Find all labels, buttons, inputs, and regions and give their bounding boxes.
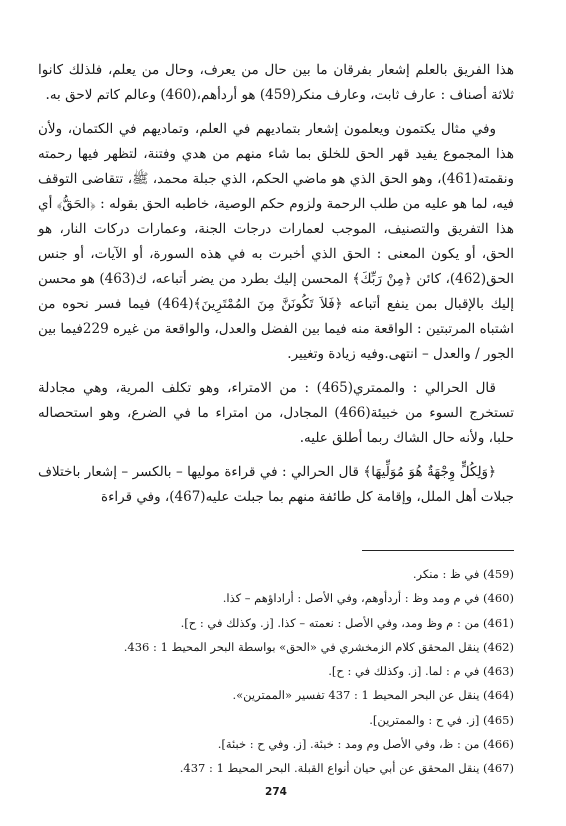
footnote-462: (462) ينقل المحقق كلام الزمخشري في «الحق» بواسطة البحر المحيط 1 : 436. bbox=[123, 639, 514, 654]
paragraph-2: وفي مثال يكتمون ويعلمون إشعار بتماديهم في العلم، وتماديهم في الكتمان، ولأن هذا المجموع يفيد قهر الحق للخلق بما شاء منهم من هدي وفتنة، لتظهر فيها رحمته ونقمته(461)، وهو الحق الذي هو ماضي الحكم، الذي جبلة محمد، ﷺ، تتقاضى التوقف فيه، لما هو عليه من طلب الرحمة ولزوم حكم الوصية، خاطبه الحق بقوله : ﴿الحَقُّ﴾ أي هذا التفريق والتصنيف، الموجب لعمارات درجات الجنة، وعمارات دركات النار، هو الحق، أو يكون المعنى : الحق الذي أخبرت به في هذه السورة، أو الآيات، أو جنس الحق(462)، كائن ﴿مِنْ رَبِّكَ﴾ المحسن إليك بطرد من يضر أتباعه، ك(463) هو محسن إليك بالإقبال بمن ينفع أتباعه ﴿فَلاَ تَكُونَنَّ مِنَ المُمْتَرِينَ﴾(464) فيما فسر نحوه من اشتباه المرتبتين : الواقعة منه فيما بين الفضل والعدل، والواقعة من غيره 229فيما بين الجور / والعدل – انتهى.وفيه زيادة وتغيير. bbox=[38, 121, 514, 362]
footnote-466: (466) من : ظ، وفي الأصل وم ومد : خبئة. [ز. وفي ح : خبئة]. bbox=[217, 737, 514, 752]
paragraph-1: هذا الفريق بالعلم إشعار بفرقان ما بين حال من يعرف، وحال من يعلم، فلذلك كانوا ثلاثة أصناف : عارف ثابت، وعارف منكر(459) هو أردأهم،(460) وعالم كاتم لاحق به. bbox=[38, 62, 514, 103]
footnote-460: (460) في م ومد وظ : أردأوهم، وفي الأصل : أراداؤهم – كذا. bbox=[222, 591, 514, 606]
footnote-465: (465) [ز. في ح : والممترين]. bbox=[369, 712, 514, 727]
footnote-459: (459) في ظ : منكر. bbox=[412, 567, 514, 581]
main-text bbox=[38, 58, 514, 510]
page-number: 274 bbox=[265, 786, 287, 798]
footnote-461: (461) من : م وظ ومد، وفي الأصل : نعمته – كذا. [ز. وكذلك في : ح]. bbox=[180, 615, 514, 630]
footnote-463: (463) في م : لما. [ز. وكذلك في : ح]. bbox=[328, 664, 514, 679]
document-page bbox=[38, 58, 514, 798]
footnote-divider bbox=[362, 550, 514, 551]
paragraph-4: ﴿وَلِكُلٍّ وِجْهَةٌ هُوَ مُوَلِّيهَا﴾ قال الحرالي : في قراءة موليها – بالكسر – إشعار باختلاف جبلات أهل الملل، وإقامة كل طائفة منهم بما جبلت عليه(467)، وفي قراءة bbox=[38, 464, 514, 505]
footnotes bbox=[38, 562, 514, 781]
footnote-467: (467) ينقل المحقق عن أبي حيان أنواع القبلة. البحر المحيط 1 : 437. bbox=[179, 761, 514, 776]
footnote-464: (464) ينقل عن البحر المحيط 1 : 437 تفسير «الممترين». bbox=[232, 688, 514, 703]
paragraph-3: قال الحرالي : والممتري(465) : من الامتراء، وهو تكلف المرية، وهي مجادلة تستخرج السوء من خبيئة(466) المجادل، من امتراء ما في الضرع، وهو استحصاله حلبا، ولأنه حال الشاك ربما أطلق عليه. bbox=[38, 380, 515, 446]
